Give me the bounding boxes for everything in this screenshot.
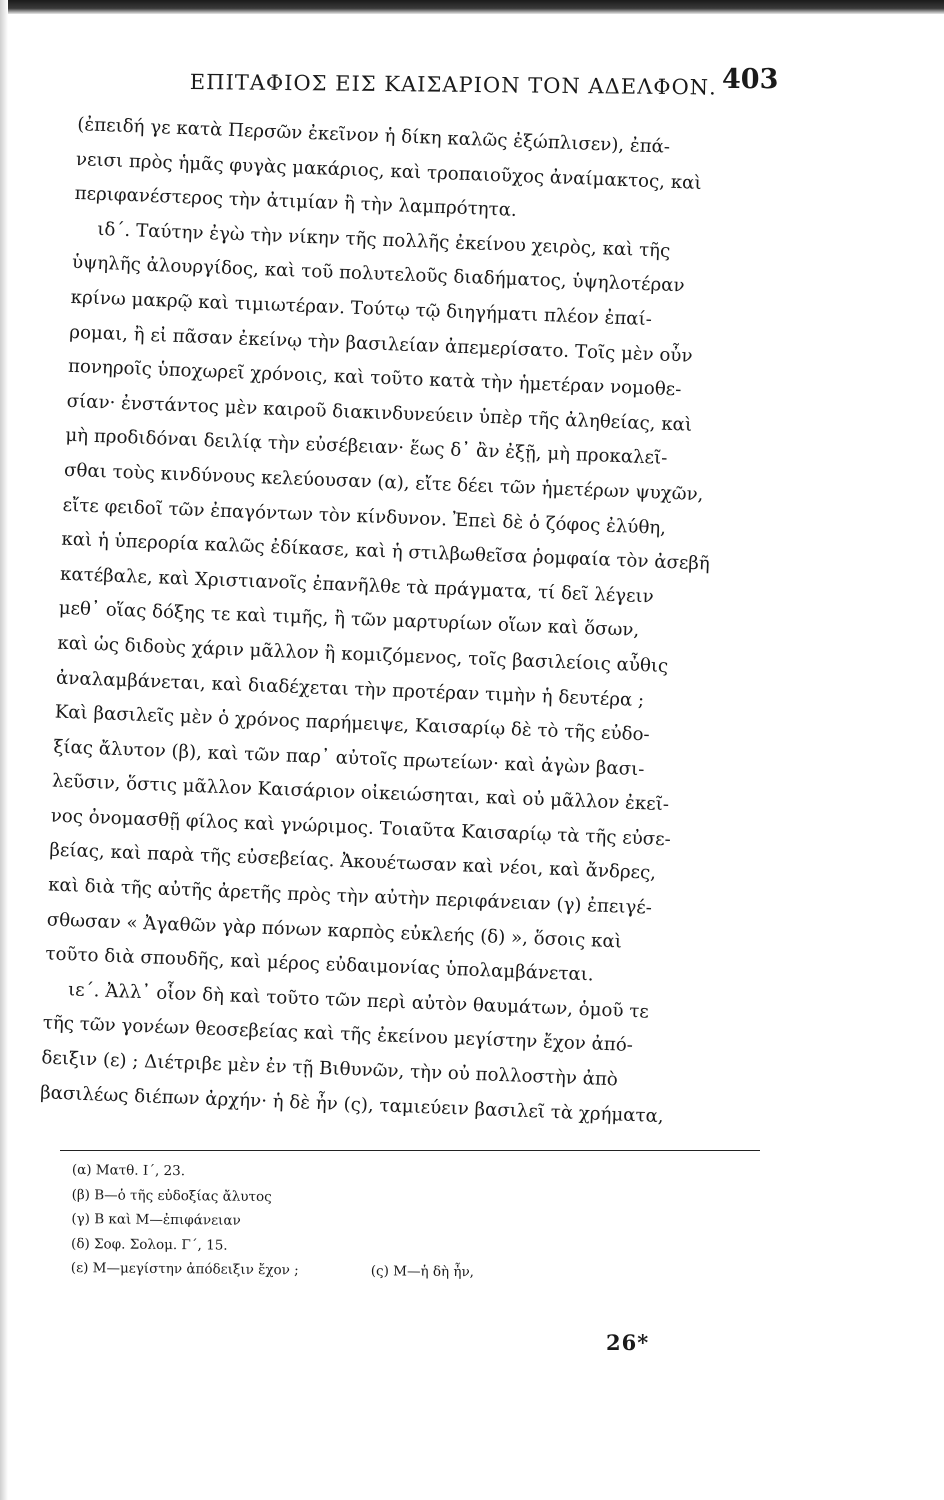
text-line: κρίνω μακρῷ καὶ τιμιωτέραν. Τούτῳ τῷ διηγήματι πλέον ἐπαί- (70, 286, 653, 331)
footnotes (71, 1158, 772, 1288)
text-line: κατέβαλε, καὶ Χριστιανοῖς ἐπανῆλθε τὰ πράγματα, τί δεῖ λέγειν (59, 563, 655, 608)
section-15-start: ιε΄. Ἀλλ᾽ οἷον δὴ καὶ τοῦτο τῶν περὶ αὐτὸν θαυμάτων, ὁμοῦ τε (67, 979, 650, 1023)
text-line: τῆς τῶν γονέων θεοσεβείας καὶ τῆς ἐκείνου μεγίστην ἔχον ἀπό- (42, 1012, 634, 1057)
text-line: βείας, καὶ παρὰ τῆς εὐσεβείας. Ἀκουέτωσαν καὶ νέοι, καὶ ἄνδρες, (49, 839, 657, 885)
footnote-b: (β) Β—ὁ τῆς εὐδοξίας ἄλυτος (71, 1186, 272, 1205)
text-line: ξίας ἄλυτον (β), καὶ τῶν παρ᾽ αὐτοῖς πρωτείων· καὶ ἀγὼν βασι- (53, 736, 645, 780)
text-line: καὶ ἡ ὑπερορία καλῶς ἐδίκασε, καὶ ἡ στιλβωθεῖσα ῥομφαία τὸν ἀσεβῆ (61, 528, 711, 575)
signature-mark: 26* (606, 1330, 650, 1355)
text-line: (ἐπειδή γε κατὰ Περσῶν ἐκεῖνον ἡ δίκη καλῶς ἐξώπλισεν), ἐπά- (76, 113, 671, 158)
text-line: εἴτε φειδοῖ τῶν ἐπαγόντων τὸν κίνδυνον. Ἐπεὶ δὲ ὁ ζόφος ἐλύθη, (62, 494, 667, 539)
section-14-start: ιδ΄. Ταύτην ἐγὼ τὴν νίκην τῆς πολλῆς ἐκείνου χειρὸς, καὶ τῆς (96, 218, 671, 262)
page-header (0, 58, 944, 106)
text-line: νεισι πρὸς ἡμᾶς φυγὰς μακάριος, καὶ τροπαιοῦχος ἀναίμακτος, καὶ (75, 148, 702, 194)
text-line: σίαν· ἐνστάντος μὲν καιροῦ διακινδυνεύειν ὑπὲρ τῆς ἀληθείας, καὶ (66, 390, 693, 436)
text-line: πονηροῖς ὑποχωρεῖ χρόνοις, καὶ τοῦτο κατὰ τὴν ἡμετέραν νομοθε- (67, 355, 682, 401)
text-line: νος ὀνομασθῇ φίλος καὶ γνώριμος. Τοιαῦτα Καισαρίῳ τὰ τῆς εὐσε- (50, 805, 672, 851)
footnote-d: (δ) Σοφ. Σολομ. Γ΄, 15. (71, 1235, 228, 1254)
text-line: ἀναλαμβάνεται, καὶ διαδέχεται τὴν προτέραν τιμὴν ἡ δευτέρα ; (55, 667, 645, 711)
scan-edge-left (0, 0, 8, 1500)
text-line: ρομαι, ἢ εἰ πᾶσαν ἐκείνῳ τὴν βασιλείαν ἀπεμερίσατο. Τοῖς μὲν οὖν (68, 321, 693, 367)
text-line: Καὶ βασιλεῖς μὲν ὁ χρόνος παρήμειψε, Καισαρίῳ δὲ τὸ τῆς εὐδο- (54, 701, 651, 746)
footnote-f: (ς) Μ—ἡ δὴ ἦν, (370, 1263, 475, 1281)
text-line: μὴ προδιδόναι δειλίᾳ τὴν εὐσέβειαν· ἕως δ᾽ ἂν ἐξῇ, μὴ προκαλεῖ- (65, 425, 668, 470)
text-line: σθαι τοὺς κινδύνους κελεύουσαν (α), εἴτε δέει τῶν ἡμετέρων ψυχῶν, (63, 459, 704, 506)
text-line: περιφανέστερος τὴν ἀτιμίαν ἢ τὴν λαμπρότητα. (74, 183, 518, 222)
text-line: καὶ διὰ τῆς αὐτῆς ἀρετῆς πρὸς τὴν αὐτὴν περιφάνειαν (γ) ἐπειγέ- (47, 874, 653, 919)
main-text (39, 108, 785, 1138)
page-number: 403 (722, 64, 779, 95)
text-line: καὶ ὡς διδοὺς χάριν μᾶλλον ἢ κομιζόμενος, τοῖς βασιλείοις αὖθις (57, 632, 669, 677)
text-line: βασιλέως διέπων ἀρχήν· ἡ δὲ ἦν (ς), ταμιεύειν βασιλεῖ τὰ χρήματα, (39, 1081, 665, 1127)
text-line: δειξιν (ε) ; Διέτριβε μὲν ἐν τῇ Βιθυνῶν, τὴν οὐ πολλοστὴν ἀπὸ (41, 1047, 619, 1091)
running-title: ΕΠΙΤΑΦΙΟΣ ΕΙΣ ΚΑΙΣΑΡΙΟΝ ΤΟΝ ΑΔΕΛΦΟΝ. (189, 70, 717, 100)
text-line: σθωσαν « Ἀγαθῶν γὰρ πόνων καρπὸς εὐκλεής (δ) », ὅσοις καὶ (46, 909, 623, 953)
footnote-e: (ε) Μ—μεγίστην ἀπόδειξιν ἔχον ; (70, 1259, 299, 1279)
text-line: μεθ᾽ οἵας δόξης τε καὶ τιμῆς, ἢ τῶν μαρτυρίων οἵων καὶ ὅσων, (58, 597, 640, 642)
text-line: λεῦσιν, ὅστις μᾶλλον Καισάριον οἰκειώσηται, καὶ οὐ μᾶλλον ἐκεῖ- (51, 770, 670, 816)
scan-edge-top (0, 0, 944, 14)
text-line: τοῦτο διὰ σπουδῆς, καὶ μέρος εὐδαιμονίας ὑπολαμβάνεται. (45, 943, 595, 986)
footnote-c: (γ) Β καὶ Μ—ἐπιφάνειαν (71, 1210, 241, 1229)
text-line: ὑψηλῆς ἀλουργίδος, καὶ τοῦ πολυτελοῦς διαδήματος, ὑψηλοτέραν (71, 252, 685, 297)
footnote-a: (α) Ματθ. Ι΄, 23. (71, 1161, 186, 1180)
footnote-divider (60, 1150, 760, 1151)
